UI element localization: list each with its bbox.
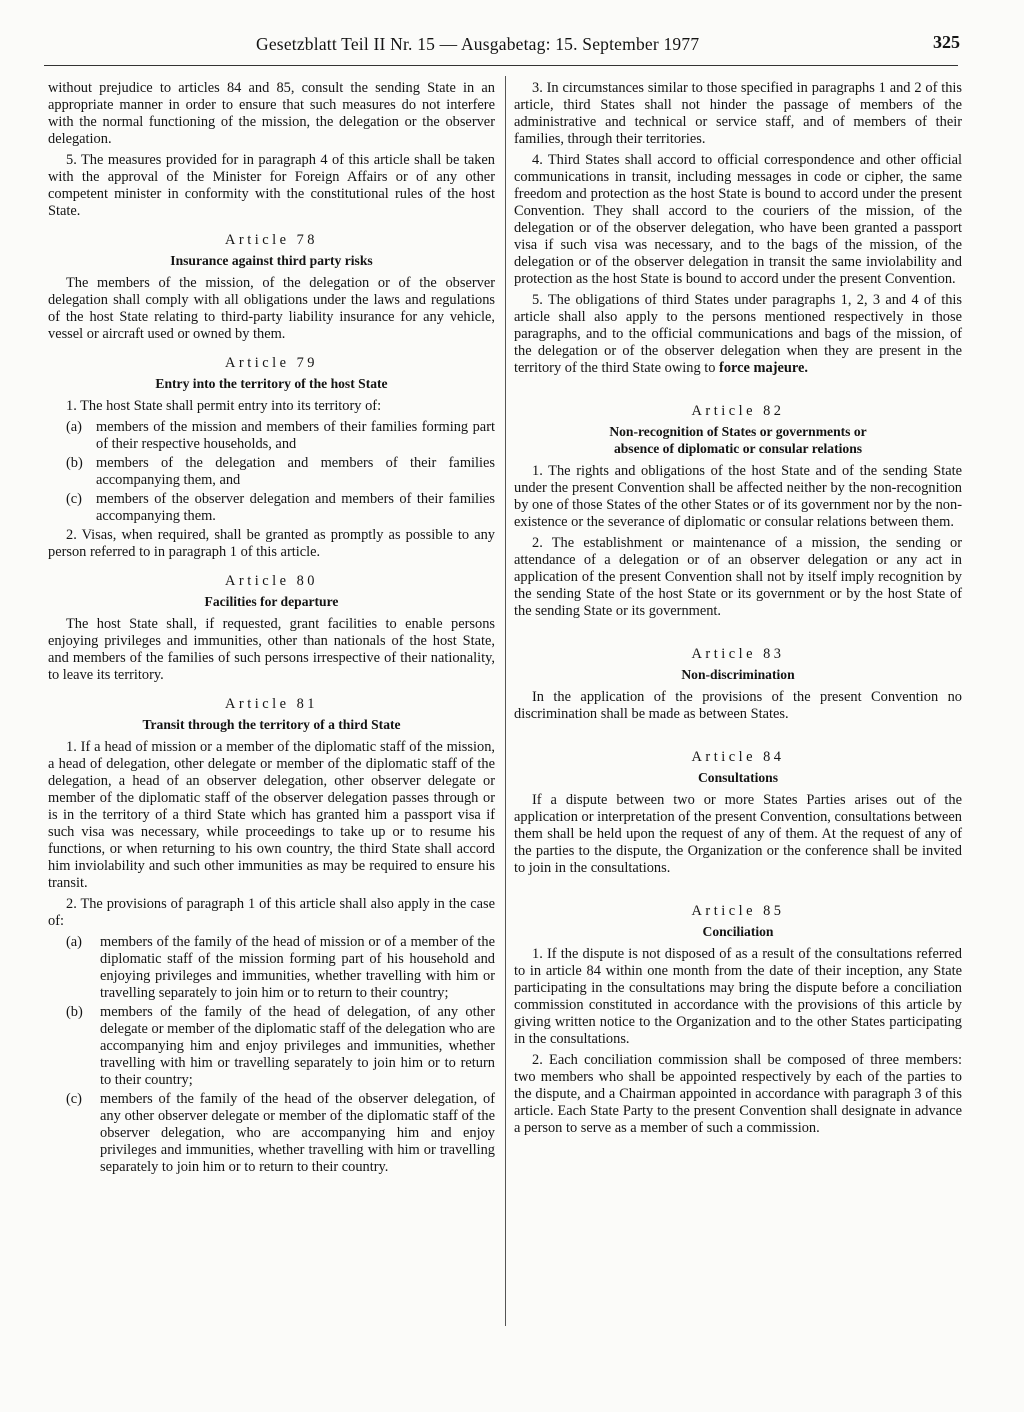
- item-text: members of the mission and members of their families forming part of their respective households, and: [96, 419, 495, 452]
- left-column: [48, 80, 495, 1178]
- article-79-item-b: [48, 455, 495, 489]
- article-78-title: Insurance against third party risks: [170, 253, 373, 268]
- article-85-paragraph-1: 1. If the dispute is not disposed of as a result of the consultations referred to in article 84 within one month from the date of their inception, any State participating in the consultations may bring the dispute before a conciliation commission constituted in accordance with the provisions of this article by giving written notice to the Organization and to the other States participating in the consultations.: [514, 946, 962, 1047]
- article-79-paragraph-2: 2. Visas, when required, shall be granted as promptly as possible to any person referred to in paragraph 1 of this article.: [48, 527, 495, 560]
- article-79-title: Entry into the territory of the host State: [155, 376, 388, 391]
- paragraph-continued: without prejudice to articles 84 and 85, consult the sending State in an appropriate manner in order to ensure that such measures do not interfere with the normal functioning of the mission, the delegation or the observer delegation.: [48, 80, 495, 147]
- item-text: members of the observer delegation and members of their families accompanying them.: [96, 491, 495, 524]
- article-82-paragraph-1: 1. The rights and obligations of the host State and of the sending State under the present Convention shall be affected neither by the non-recognition by one of those States of the other States or of its government nor by the non-existence or the severance of diplomatic or consular relations between them.: [514, 463, 962, 530]
- right-column: [514, 80, 962, 1141]
- item-marker: (a): [66, 419, 82, 435]
- article-83-number: Article 83: [691, 646, 785, 662]
- paragraph-5-text: 5. The obligations of third States under paragraphs 1, 2, 3 and 4 of this article shall also apply to the persons mentioned respectively in those paragraphs, and to the official communications and bags of the mission, of the delegation or of the observer delegation when they are present in the territory of the third State owing to: [514, 292, 962, 376]
- article-81-item-a: [48, 934, 495, 1002]
- article-81-paragraph-1: 1. If a head of mission or a member of the diplomatic staff of the mission, a head of delegation, other delegate or member of the diplomatic staff of the delegation, a head of an observer delegation, other observer delegate or member of the diplomatic staff of the observer delegation passes through or is in the territory of a third State which has granted him a passport visa if such visa was necessary, while proceedings to take up or to resume his functions, or when returning to his own country, the third State shall accord him inviolability and such other immunities as may be required to ensure his transit.: [48, 739, 495, 891]
- article-84-number: Article 84: [691, 749, 785, 765]
- article-79-paragraph-1: 1. The host State shall permit entry into its territory of:: [66, 398, 382, 414]
- article-85-number: Article 85: [691, 903, 785, 919]
- article-82-number: Article 82: [691, 403, 785, 419]
- header-rule: [44, 65, 958, 66]
- article-84-paragraph: If a dispute between two or more States Parties arises out of the application or interpretation of the present Convention, consultations between them shall be held upon the request of any of them. At the request of any of the parties to the dispute, the Organization or the conference shall be invited to join in the consultations.: [514, 792, 962, 876]
- article-79-item-c: [48, 491, 495, 525]
- paragraph-4: 4. Third States shall accord to official correspondence and other official communications in transit, including messages in code or cipher, the same freedom and protection as the host State is bound to accord under the present Convention. They shall accord to the couriers of the mission, of the delegation or of the observer delegation, who have been granted a passport visa if such visa was necessary, and to the bags of the mission, of the delegation or of the observer delegation in transit the same inviolability and protection as the host State is bound to accord under the present Convention.: [514, 152, 962, 287]
- paragraph-5-right: [514, 292, 962, 377]
- article-83-paragraph: In the application of the provisions of the present Convention no discrimination shall be made as between States.: [514, 689, 962, 722]
- item-text: members of the family of the head of delegation, of any other delegate or member of the diplomatic staff of the delegation who are accompanying him and enjoy privileges and immunities, whether travelling with him or travelling separately to join him or to return to their country;: [100, 1004, 495, 1088]
- article-79-number: Article 79: [225, 355, 318, 371]
- article-81-paragraph-2: 2. The provisions of paragraph 1 of this article shall also apply in the case of:: [48, 896, 495, 929]
- item-marker: (c): [66, 491, 82, 507]
- article-81-title: Transit through the territory of a third State: [142, 717, 401, 732]
- item-marker: (b): [66, 1004, 83, 1020]
- item-marker: (a): [66, 934, 82, 950]
- item-text: members of the family of the head of the observer delegation, of any other observer delegate or member of the diplomatic staff of the observer delegation, who are accompanying him and enjoy privileges and immunities, whether travelling with him or travelling separately to join him or to return to their country.: [100, 1091, 495, 1175]
- force-majeure-term: force majeure.: [719, 360, 809, 376]
- article-82-title: [514, 423, 962, 457]
- page-number: 325: [933, 32, 960, 52]
- article-85-paragraph-2: 2. Each conciliation commission shall be composed of three members: two members who shall be appointed respectively by each of the parties to the dispute, and a Chairman appointed in accordance with paragraph 3 of this article. Each State Party to the present Convention shall designate in advance a person to serve as a member of such a commission.: [514, 1052, 962, 1136]
- article-80-paragraph: The host State shall, if requested, grant facilities to enable persons enjoying privileges and immunities, other than nationals of the host State, and members of the families of such persons irrespective of their nationality, to leave its territory.: [48, 616, 495, 683]
- article-82-title-line-2: absence of diplomatic or consular relations: [613, 441, 863, 456]
- page-header: [44, 34, 974, 64]
- article-82-paragraph-2: 2. The establishment or maintenance of a mission, the sending or attendance of a delegation or of an observer delegation or any act in application of the present Convention shall not by itself imply recognition by the sending State of the host State or its government or by the host State of the sending State or its government.: [514, 535, 962, 619]
- article-83-title: Non-discrimination: [681, 667, 795, 682]
- article-82-title-line-1: Non-recognition of States or governments or: [609, 424, 867, 439]
- running-head: Gesetzblatt Teil II Nr. 15 — Ausgabetag: 15. September 1977: [256, 34, 700, 54]
- article-78-paragraph: The members of the mission, of the delegation or of the observer delegation shall comply with all obligations under the laws and regulations of the host State relating to third-party liability insurance for any vehicle, vessel or aircraft used or owned by them.: [48, 275, 495, 342]
- paragraph-5: 5. The measures provided for in paragraph 4 of this article shall be taken with the approval of the Minister for Foreign Affairs or of any other competent minister in conformity with the constitutional rules of the host State.: [48, 152, 495, 219]
- article-81-item-b: [48, 1004, 495, 1089]
- item-text: members of the delegation and members of their families accompanying them, and: [96, 455, 495, 488]
- article-80-number: Article 80: [225, 573, 318, 589]
- article-85-title: Conciliation: [702, 924, 774, 939]
- article-80-title: Facilities for departure: [204, 594, 339, 609]
- article-81-number: Article 81: [225, 696, 318, 712]
- article-81-item-c: [48, 1091, 495, 1176]
- item-marker: (c): [66, 1091, 82, 1107]
- item-text: members of the family of the head of mission or of a member of the diplomatic staff of the mission forming part of his household and enjoying privileges and immunities, whether travelling with him or travelling separately to join him or to return to their country;: [100, 934, 495, 1001]
- article-78-number: Article 78: [225, 232, 318, 248]
- column-divider: [505, 76, 506, 1326]
- article-84-title: Consultations: [697, 770, 779, 785]
- article-79-item-a: [48, 419, 495, 453]
- item-marker: (b): [66, 455, 83, 471]
- paragraph-3: 3. In circumstances similar to those specified in paragraphs 1 and 2 of this article, third States shall not hinder the passage of members of the administrative and technical or service staff, and of members of their families, through their territories.: [514, 80, 962, 147]
